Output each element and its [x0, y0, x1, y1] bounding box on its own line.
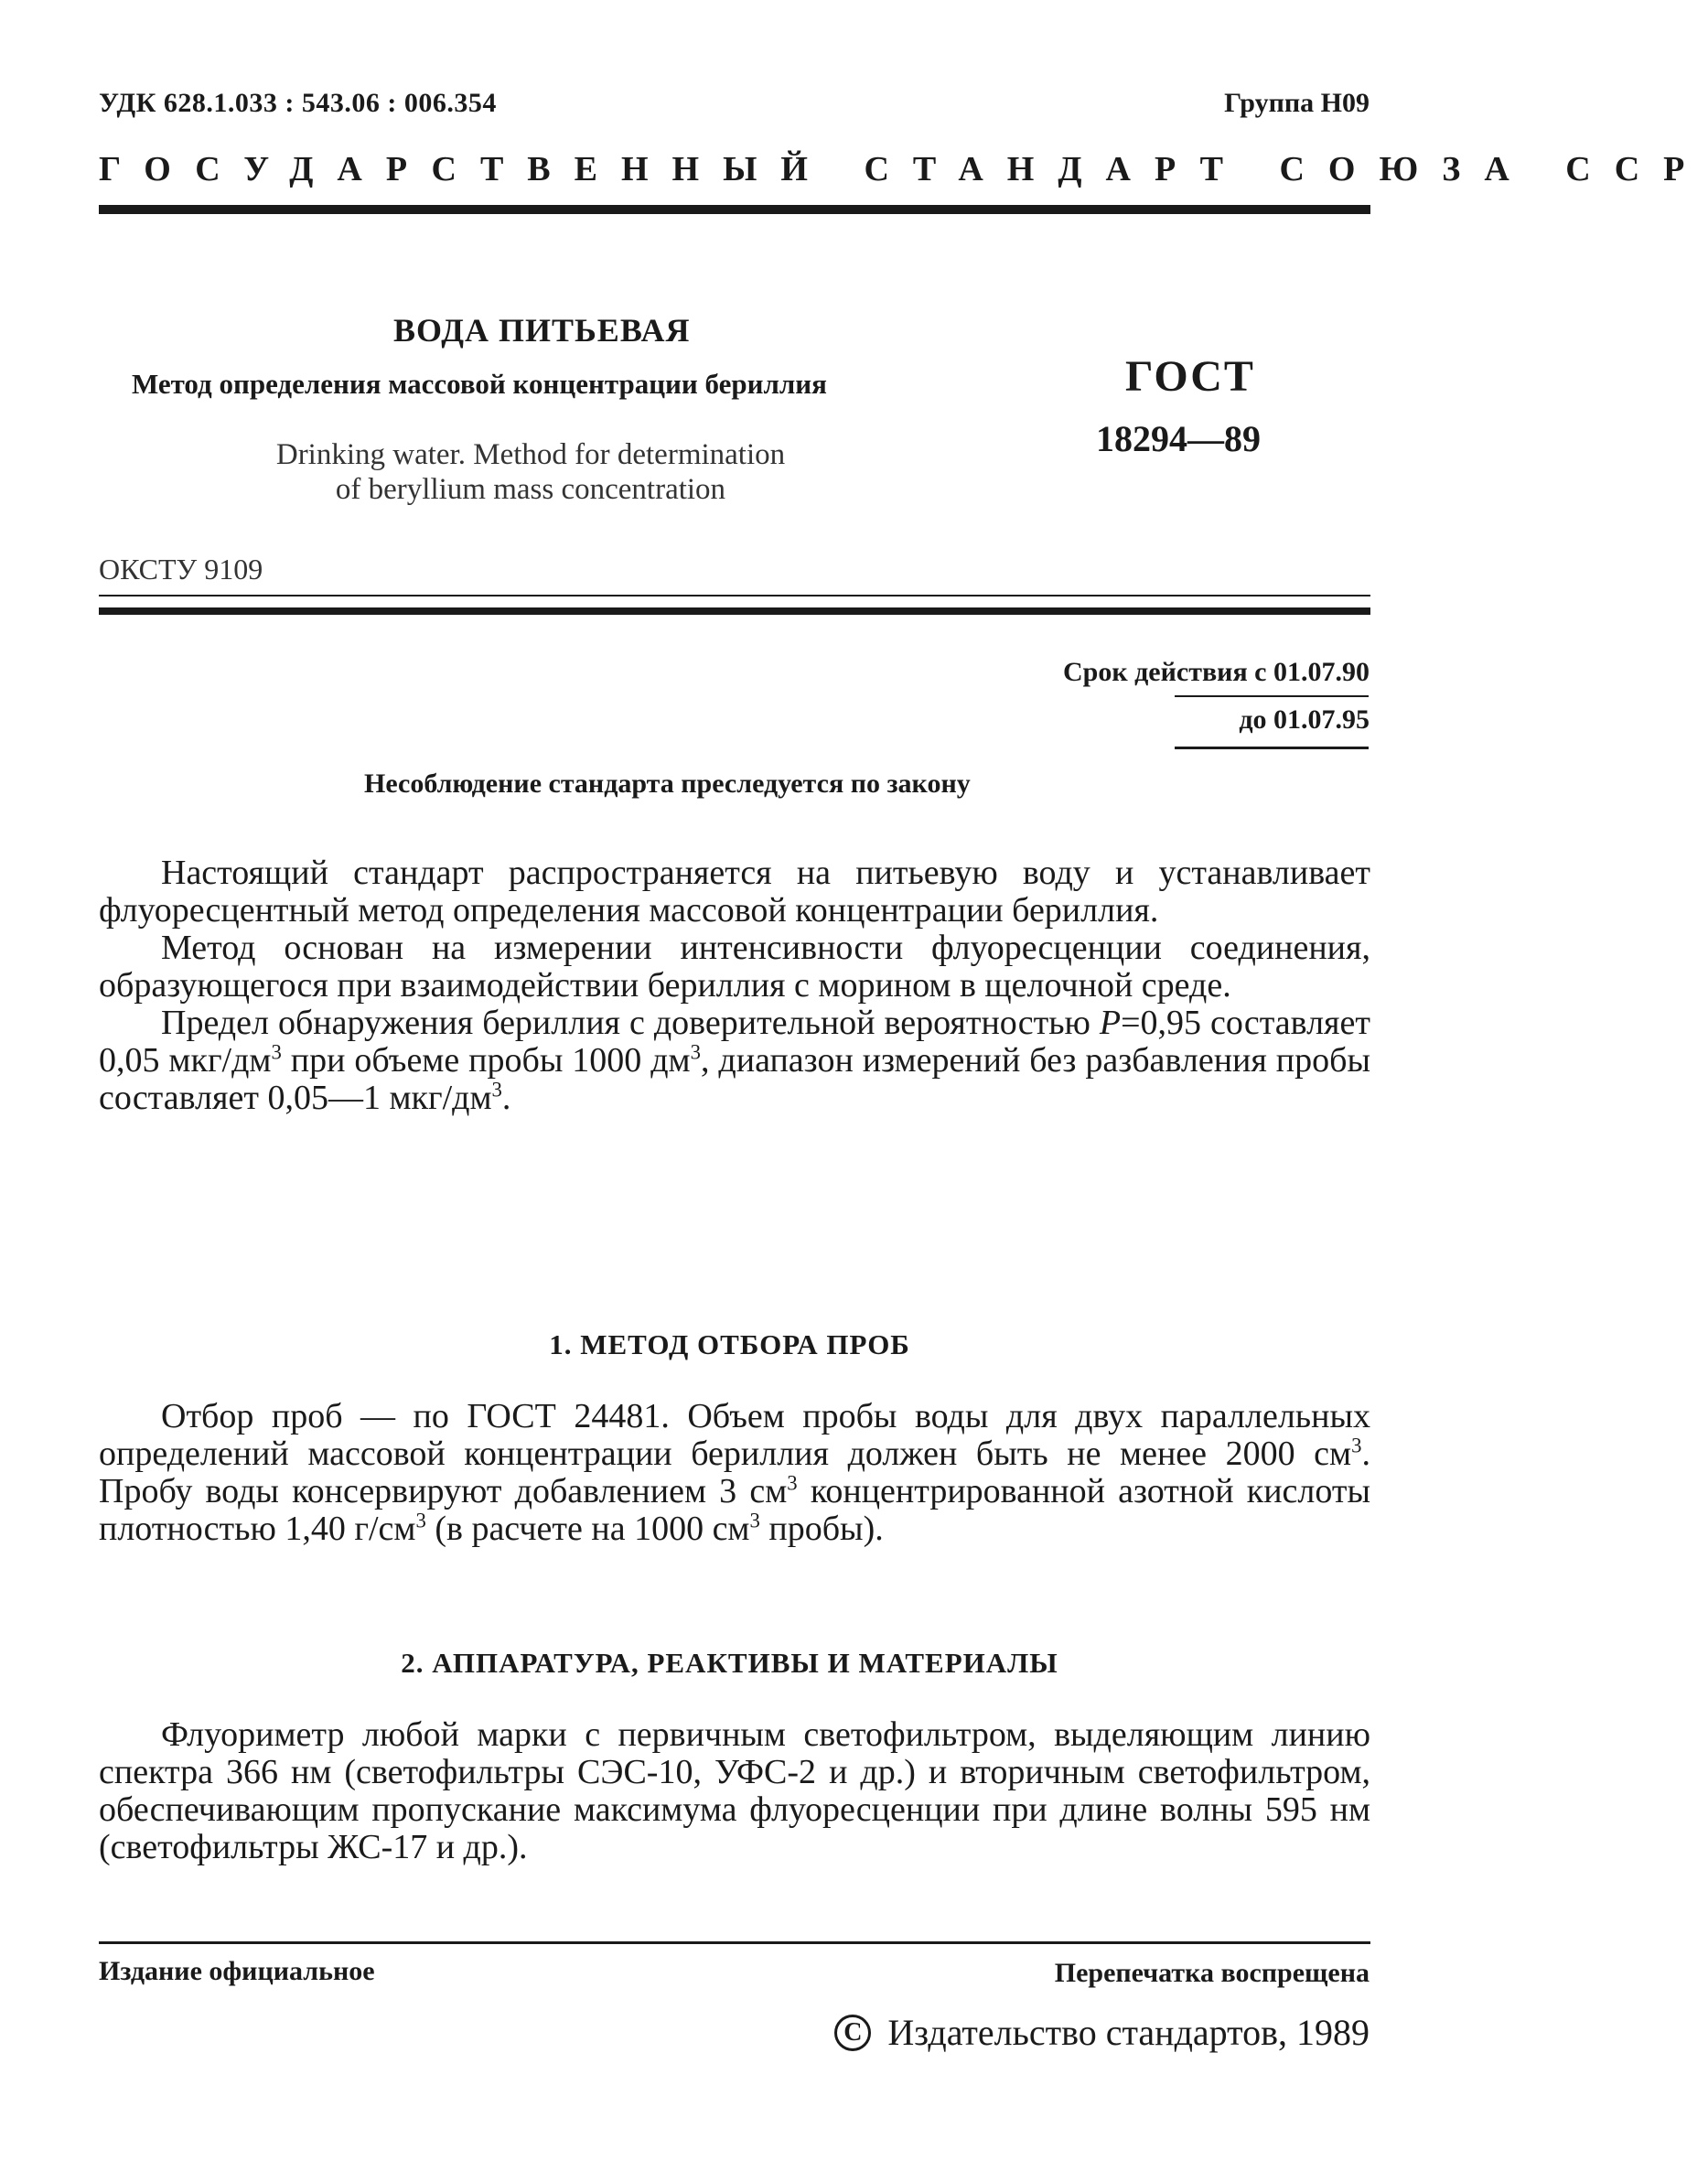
text-run: Предел обнаружения бериллия с доверительной вероятностью	[161, 1004, 1100, 1042]
edition-note: Издание официальное	[99, 1956, 375, 1986]
copyright-line	[834, 2011, 1370, 2054]
text-run: . Пробу воды консервируют добавлением 3 см	[99, 1435, 1370, 1510]
english-title	[183, 437, 878, 507]
validity-to: до 01.07.95	[1239, 704, 1370, 735]
intro-paragraph-1: Настоящий стандарт распространяется на питьевую воду и устанавливает флуоресцентный метод определения массовой концентрации бериллия.	[99, 854, 1370, 930]
text-run: =0,95 составляет 0,05 мкг/дм	[99, 1004, 1371, 1080]
intro-paragraph-2: Метод основан на измерении интенсивности флуоресценции соединения, образующегося при взаимодействии бериллия с морином в щелочной среде.	[99, 929, 1370, 1005]
document-subtitle: Метод определения массовой концентрации бериллия	[132, 368, 827, 400]
superscript: 3	[415, 1509, 426, 1532]
english-title-line-1: Drinking water. Method for determination	[275, 438, 786, 471]
english-title-line-2: of beryllium mass concentration	[335, 473, 726, 506]
text-run: (в расчете на 1000 см	[425, 1510, 750, 1548]
gost-number: 18294—89	[1096, 418, 1261, 459]
validity-from: Срок действия с 01.07.90	[1063, 657, 1370, 687]
section-2-paragraph: Флуориметр любой марки с первичным светофильтром, выделяющим линию спектра 366 нм (светофильтры СЭС-10, УФС-2 и др.) и вторичным светофильтром, обеспечивающим пропускание максимума флуоресценции при длине волны 595 нм (светофильтры ЖС-17 и др.).	[99, 1715, 1370, 1866]
intro-section	[99, 854, 1370, 1117]
text-run: , диапазон измерений без разбавления пробы составляет 0,05—1 мкг/дм	[99, 1041, 1370, 1117]
group-code: Группа Н09	[1224, 88, 1370, 118]
title-divider-thick	[99, 607, 1370, 615]
okstu-code: ОКСТУ 9109	[99, 553, 263, 586]
superscript: 3	[271, 1040, 282, 1064]
copyright-icon: C	[834, 2015, 871, 2051]
reprint-notice: Перепечатка воспрещена	[1054, 1958, 1370, 1988]
state-standard-banner: ГОСУДАРСТВЕННЫЙ СТАНДАРТ СОЮЗА ССР	[99, 150, 1708, 188]
superscript: 3	[690, 1040, 701, 1064]
text-run: Отбор проб — по ГОСТ 24481. Объем пробы воды для двух параллельных определений массовой концентрации бериллия должен быть не менее 2000 см	[99, 1397, 1370, 1473]
superscript: 3	[787, 1471, 798, 1495]
section-1-paragraph	[99, 1398, 1370, 1548]
gost-label: ГОСТ	[1125, 352, 1255, 401]
superscript: 3	[491, 1078, 502, 1102]
footer-divider	[99, 1941, 1370, 1944]
validity-rule	[1175, 695, 1369, 697]
section-1-body	[99, 1398, 1370, 1548]
header-divider	[99, 205, 1370, 214]
superscript: 3	[749, 1509, 760, 1532]
udk-code: УДК 628.1.033 : 543.06 : 006.354	[99, 88, 497, 118]
text-run: при объеме пробы 1000 дм	[281, 1041, 691, 1080]
text-run: концентрированной азотной кислоты плотностью 1,40 г/см	[99, 1472, 1370, 1548]
superscript: 3	[1351, 1434, 1362, 1457]
law-notice: Несоблюдение стандарта преследуется по закону	[364, 768, 971, 799]
title-divider-thin	[99, 595, 1370, 596]
section-2-heading: 2. АППАРАТУРА, РЕАКТИВЫ И МАТЕРИАЛЫ	[401, 1647, 1058, 1679]
text-run: пробы).	[759, 1510, 884, 1548]
publisher: Издательство стандартов, 1989	[887, 2012, 1370, 2053]
probability-symbol: P	[1099, 1004, 1122, 1042]
document-title: ВОДА ПИТЬЕВАЯ	[393, 312, 691, 349]
section-2-body	[99, 1716, 1370, 1866]
text-run: .	[501, 1079, 511, 1117]
section-1-heading: 1. МЕТОД ОТБОРА ПРОБ	[549, 1328, 910, 1360]
intro-paragraph-3	[99, 1005, 1370, 1117]
validity-rule-bottom	[1175, 747, 1369, 749]
